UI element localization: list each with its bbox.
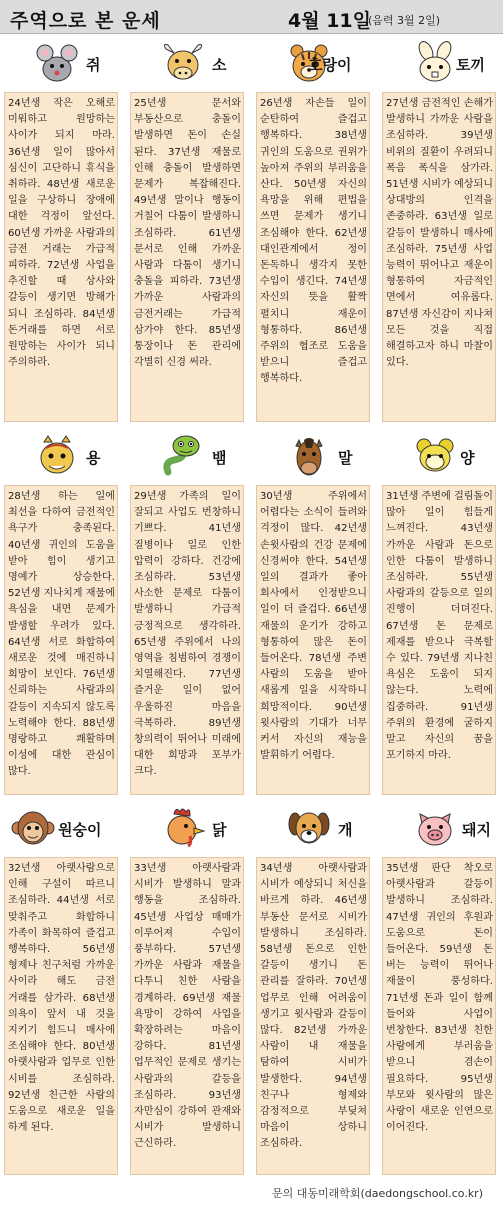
fortune-text: 30년생 주위에서 어렵다는 소식이 들려와 걱정이 많다. 42년생 손윗사람의 건강 문제에 신경써야 한다. 54년생 일의 결과가 좋아 회사에서 인정받으니 일이 더 즐겁다. 66년생 재물의 운기가 강하고 형통하여 많은 돈이 들어온다. 78년생 주변 사람의 도움을 받아 새롭게 일을 시작하니 희망적이다. 90년생 윗사람의 기대가 너무 커서 자신의 재능을 발휘하기 어렵다. (256, 485, 370, 795)
fortune-text: 26년생 자손들 일이 순탄하여 즐겁고 행복하다. 38년생 귀인의 도움으로 권위가 높아져 주위의 부러움을 산다. 50년생 자신의 욕망을 위해 편법을 쓰면 문제가 생기니 조심해야 한다. 62년생 대인관계에서 정이 돈독하니 생각지 못한 수입이 생긴다. 74년생 자신의 뜻을 활짝 펼치니 재운이 형통하다. 86년생 주위의 협조로 도움을 받으니 즐겁고 행복하다. (256, 92, 370, 422)
fortune-text: 25년생 문서와 부동산으로 충돌이 발생하면 돈이 손실 된다. 37년생 재물로 인해 충돌이 발생하면 문제가 복잡해진다. 49년생 말이나 행동이 거칠어 다툼이 발생하니 조심하라. 61년생 문서로 인해 가까운 사람과 다툼이 생기니 충돌을 피하라. 73년생 가까운 사람과의 금전거래는 가급적 삼가야 한다. 85년생 통장이나 돈 관리에 각별히 신경 써라. (130, 92, 244, 422)
fortune-cell-dragon (0, 428, 125, 800)
fortune-cell-pig (378, 800, 503, 1180)
animal-name-label: 원숭이 (58, 821, 102, 839)
fortune-cell-dog (252, 800, 377, 1180)
animal-name-label: 용 (86, 449, 101, 467)
fortune-text: 35년생 판단 착오로 아랫사람과 갈등이 발생하니 조심하라. 47년생 귀인의 후원과 도움으로 돈이 들어온다. 59년생 돈 버는 능력이 뛰어나 재물이 풍성하다. 71년생 돈과 일이 함께 들어와 사업이 번창한다. 83년생 친한 사람에게 부러움을 받으니 겸손이 필요하다. 95년생 부모와 윗사람의 많은 사랑이 새로운 인연으로 이어진다. (382, 857, 496, 1175)
animal-name-label: 양 (460, 449, 475, 467)
monkey-icon (10, 806, 56, 850)
lunar-date-label: (음력 3월 2일) (368, 14, 441, 27)
horse-icon (286, 434, 332, 478)
animal-header (126, 35, 251, 92)
rabbit-icon (412, 41, 458, 85)
animal-header (252, 800, 377, 857)
fortune-cell-sheep (378, 428, 503, 800)
date-label: 4월 11일 (288, 10, 371, 32)
animal-name-label: 닭 (212, 821, 227, 839)
animal-name-label: 뱀 (212, 449, 227, 467)
animal-header (378, 428, 503, 485)
fortune-text: 31년생 주변에 걸림돌이 많아 일이 힘들게 느껴진다. 43년생 가까운 사람과 돈으로 인한 다툼이 발생하니 조심하라. 55년생 사람과의 갈등으로 일의 진행이 더뎌진다. 67년생 돈 문제로 제재를 받으나 극복할 수 있다. 79년생 지나친 욕심은 도움이 되지 않는다. 노력에 집중하라. 91년생 주위의 환경에 굴하지 말고 자신의 꿈을 포기하지 마라. (382, 485, 496, 795)
animal-header (378, 35, 503, 92)
animal-header (126, 428, 251, 485)
fortune-cell-snake (126, 428, 251, 800)
fortune-text: 32년생 아랫사람으로 인해 구설이 따르니 조심하라. 44년생 서로 맞춰주고 화합하니 가족이 화목하여 즐겁고 행복하다. 56년생 형제나 친구처럼 가까운 사이라 해도 금전 거래를 삼가라. 68년생 의욕이 앞서 내 것을 지키기 힘드니 매사에 조심해야 한다. 80년생 아랫사람과 업무로 인한 시비를 조심하라. 92년생 친근한 사람의 도움으로 새로운 일을 하게 된다. (4, 857, 118, 1175)
animal-header (252, 428, 377, 485)
animal-name-label: 쥐 (86, 56, 101, 74)
animal-header (0, 800, 125, 857)
header-bar (0, 0, 503, 34)
animal-name-label: 개 (338, 821, 353, 839)
footer-credit: 문의 대동미래학회(daedongschool.co.kr) (272, 1187, 483, 1200)
animal-header (0, 35, 125, 92)
fortune-cell-monkey (0, 800, 125, 1180)
animal-name-label: 소 (212, 56, 227, 74)
pig-icon (412, 806, 458, 850)
fortune-cell-rooster (126, 800, 251, 1180)
snake-icon (160, 434, 206, 478)
fortune-cell-tiger (252, 35, 377, 425)
fortune-text: 33년생 아랫사람과 시비가 발생하니 말과 행동을 조심하라. 45년생 사업상 매매가 이루어져 수입이 풍부하다. 57년생 가까운 사람과 재물을 다투니 친한 사람을 경계하라. 69년생 재물 욕망이 강하여 사업을 확장하려는 마음이 강하다. 81년생 업무적인 문제로 생기는 사람과의 갈등을 조심하라. 93년생 자만심이 강하여 관재와 시비가 발생하니 근신하라. (130, 857, 244, 1175)
animal-header (252, 35, 377, 92)
ox-icon (160, 41, 206, 85)
dog-icon (286, 806, 332, 850)
fortune-cell-rat (0, 35, 125, 425)
fortune-text: 24년생 작은 오해로 미워하고 원망하는 사이가 되지 마라. 36년생 일이 많아서 심신이 고단하니 휴식을 취하라. 48년생 새로운 일을 구상하니 장애에 대한 걱정이 앞선다. 60년생 가까운 사람과의 금전 거래는 가급적 피하라. 72년생 사업을 추진할 때 상사와 갈등이 생기면 방해가 되니 조심하라. 84년생 돈거래를 하면 서로 원망하는 사이가 되니 주의하라. (4, 92, 118, 422)
fortune-cell-horse (252, 428, 377, 800)
fortune-cell-rabbit (378, 35, 503, 425)
sheep-icon (412, 434, 458, 478)
animal-name-label: 돼지 (462, 821, 491, 839)
page-title: 주역으로 본 운세 (10, 10, 161, 32)
rat-icon (34, 41, 80, 85)
animal-header (0, 428, 125, 485)
fortune-text: 27년생 금전적인 손해가 발생하니 가까운 사람을 조심하라. 39년생 비위의 질환이 우려되니 폭음 폭식을 삼가라. 51년생 시비가 예상되니 상대방의 인격을 존중하라. 63년생 일로 갈등이 발생하니 매사에 조심하라. 75년생 사업 능력이 뛰어나고 재운이 형통하여 자금적인 면에서 여유롭다. 87년생 자신감이 지나쳐 모든 것을 직접 해결하고자 하니 마찰이 있다. (382, 92, 496, 422)
animal-name-label: 토끼 (456, 56, 485, 74)
animal-name-label: 호랑이 (308, 56, 352, 74)
fortune-text: 34년생 아랫사람과 시비가 예상되니 처신을 바르게 하라. 46년생 부동산 문서로 시비가 발생하니 조심하라. 58년생 돈으로 인한 갈등이 생기니 돈 관리를 잘하라. 70년생 업무로 인해 어려움이 생기고 윗사람과 갈등이 많다. 82년생 가까운 사람이 내 재물을 탐하여 시비가 발생한다. 94년생 친구나 형제와 감정적으로 부딪쳐 마음이 상하니 조심하라. (256, 857, 370, 1175)
fortune-cell-ox (126, 35, 251, 425)
animal-name-label: 말 (338, 449, 353, 467)
animal-header (126, 800, 251, 857)
fortune-text: 29년생 가족의 일이 잘되고 사업도 번창하니 기쁘다. 41년생 질병이나 일로 인한 압력이 강하다. 건강에 조심하라. 53년생 사소한 문제로 다툼이 발생하니 가급적 긍정적으로 생각하라. 65년생 주위에서 나의 영역을 침범하여 경쟁이 치열해진다. 77년생 즐거운 일이 없어 우울하진 마음을 극복하라. 89년생 창의력이 뛰어나 미래에 대한 희망과 포부가 크다. (130, 485, 244, 795)
animal-header (378, 800, 503, 857)
rooster-icon (160, 806, 206, 850)
dragon-icon (34, 434, 80, 478)
fortune-text: 28년생 하는 일에 최선을 다하여 금전적인 욕구가 충족된다. 40년생 귀인의 도움을 받아 힘이 생기고 명예가 상승한다. 52년생 지나치게 재물에 욕심을 내면 문제가 발생할 우려가 있다. 64년생 서로 화합하여 새로운 것에 매진하니 희망이 보인다. 76년생 신뢰하는 사람과의 갈등이 지속되지 않도록 노력해야 한다. 88년생 명랑하고 쾌활하며 이성에 대한 관심이 많다. (4, 485, 118, 795)
